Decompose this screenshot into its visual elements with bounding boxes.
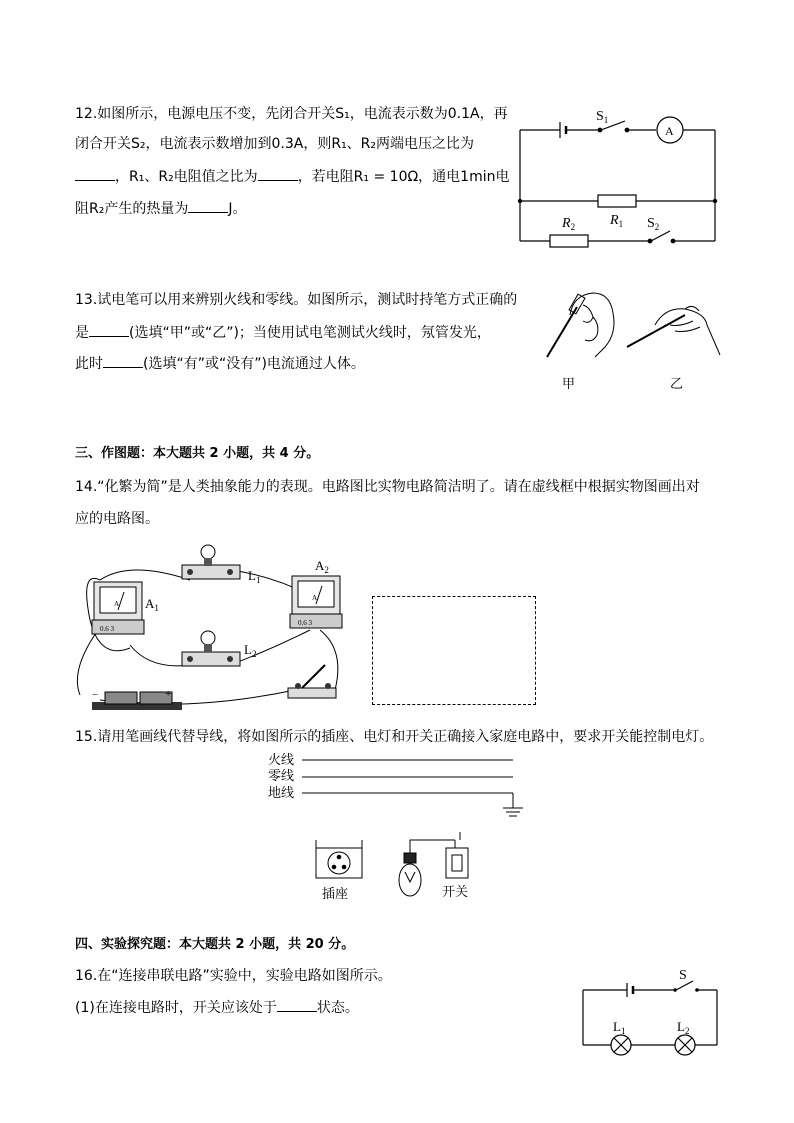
r2-label: $R_2$ — [562, 216, 576, 232]
section-4-heading: 四、实验探究题：本大题共 2 小题，共 20 分。 — [75, 937, 355, 952]
test-pen-figure — [535, 285, 735, 395]
live-wire-label: 火线 — [268, 753, 295, 768]
l1-label: $L_1$ — [248, 568, 261, 585]
household-circuit-figure — [260, 750, 540, 910]
ground-wire-label: 地线 — [268, 786, 295, 801]
svg-text:0.6 3: 0.6 3 — [100, 625, 114, 633]
s2-label: $S_2$ — [647, 216, 660, 232]
wall-switch-icon — [446, 832, 468, 878]
switch-icon — [288, 665, 336, 698]
hand-jia-icon — [547, 293, 614, 357]
ammeter-a1-icon — [92, 582, 144, 634]
minus-label: − — [92, 689, 99, 701]
q16-line1: 16.在“连接串联电路”实验中，实验电路如图所示。 — [75, 968, 392, 984]
answer-blank[interactable] — [75, 166, 115, 181]
bulb-l2-icon — [182, 631, 240, 666]
figure-label-yi: 乙 — [670, 377, 684, 392]
switch-label: 开关 — [442, 885, 469, 900]
q13-line1: 13.试电笔可以用来辨别火线和零线。如图所示，测试时持笔方式正确的 — [75, 292, 518, 308]
physical-circuit-figure — [70, 540, 360, 715]
bulb-l1-icon — [182, 545, 240, 579]
q13-line2: 是 (选填“甲”或“乙”)；当使用试电笔测试火线时，氖管发光， — [75, 322, 491, 343]
a2-label: $A_2$ — [315, 558, 329, 575]
answer-blank[interactable] — [188, 198, 228, 213]
q16-line2: (1)在连接电路时，开关应该处于 状态。 — [75, 997, 359, 1018]
q13-line3: 此时 (选填“有”或“没有”)电流通过人体。 — [75, 353, 365, 374]
hand-yi-icon — [627, 306, 720, 355]
answer-blank[interactable] — [89, 322, 129, 337]
l2-label: $L_2$ — [244, 642, 257, 659]
s-label: S — [679, 968, 687, 983]
section-3-heading: 三、作图题：本大题共 2 小题，共 4 分。 — [75, 446, 320, 461]
answer-drawing-box[interactable] — [372, 596, 536, 705]
q14-line1: 14.“化繁为简”是人类抽象能力的表现。电路图比实物电路简洁明了。请在虚线框中根据实物图画出对 — [75, 479, 700, 495]
figure-label-jia: 甲 — [562, 377, 576, 392]
q14-line2: 应的电路图。 — [75, 511, 159, 527]
svg-text:A: A — [312, 594, 318, 602]
ammeter-a2-icon — [290, 576, 342, 628]
plus-label: + — [165, 688, 172, 700]
svg-text:0.6 3: 0.6 3 — [298, 619, 312, 627]
q12-line1: 12.如图所示，电源电压不变，先闭合开关S₁，电流表示数为0.1A，再 — [75, 106, 508, 122]
answer-blank[interactable] — [103, 353, 143, 368]
neutral-wire-label: 零线 — [268, 769, 295, 784]
answer-blank[interactable] — [258, 166, 298, 181]
socket-icon — [316, 840, 362, 878]
q15-line1: 15.请用笔画线代替导线，将如图所示的插座、电灯和开关正确接入家庭电路中，要求开关能控制电灯。 — [75, 729, 714, 745]
q12-line4: 阻R₂产生的热量为 J。 — [75, 198, 246, 219]
s1-label: $S_1$ — [596, 109, 609, 125]
answer-blank[interactable] — [277, 997, 317, 1012]
l2-label: $L_2$ — [677, 1019, 690, 1036]
socket-label: 插座 — [322, 887, 349, 902]
q12-circuit-figure — [510, 100, 730, 250]
q12-line2: 闭合开关S₂，电流表示数增加到0.3A，则R₁、R₂两端电压之比为 — [75, 136, 475, 152]
l1-label: $L_1$ — [613, 1019, 626, 1036]
series-circuit-figure — [575, 965, 725, 1060]
q12-line3: ，R₁、R₂电阻值之比为 ，若电阻R₁ = 10Ω，通电1min电 — [75, 166, 509, 187]
svg-text:A: A — [114, 600, 120, 608]
ammeter-label: A — [665, 124, 674, 138]
r1-label: $R_1$ — [610, 213, 624, 229]
a1-label: $A_1$ — [145, 596, 159, 613]
